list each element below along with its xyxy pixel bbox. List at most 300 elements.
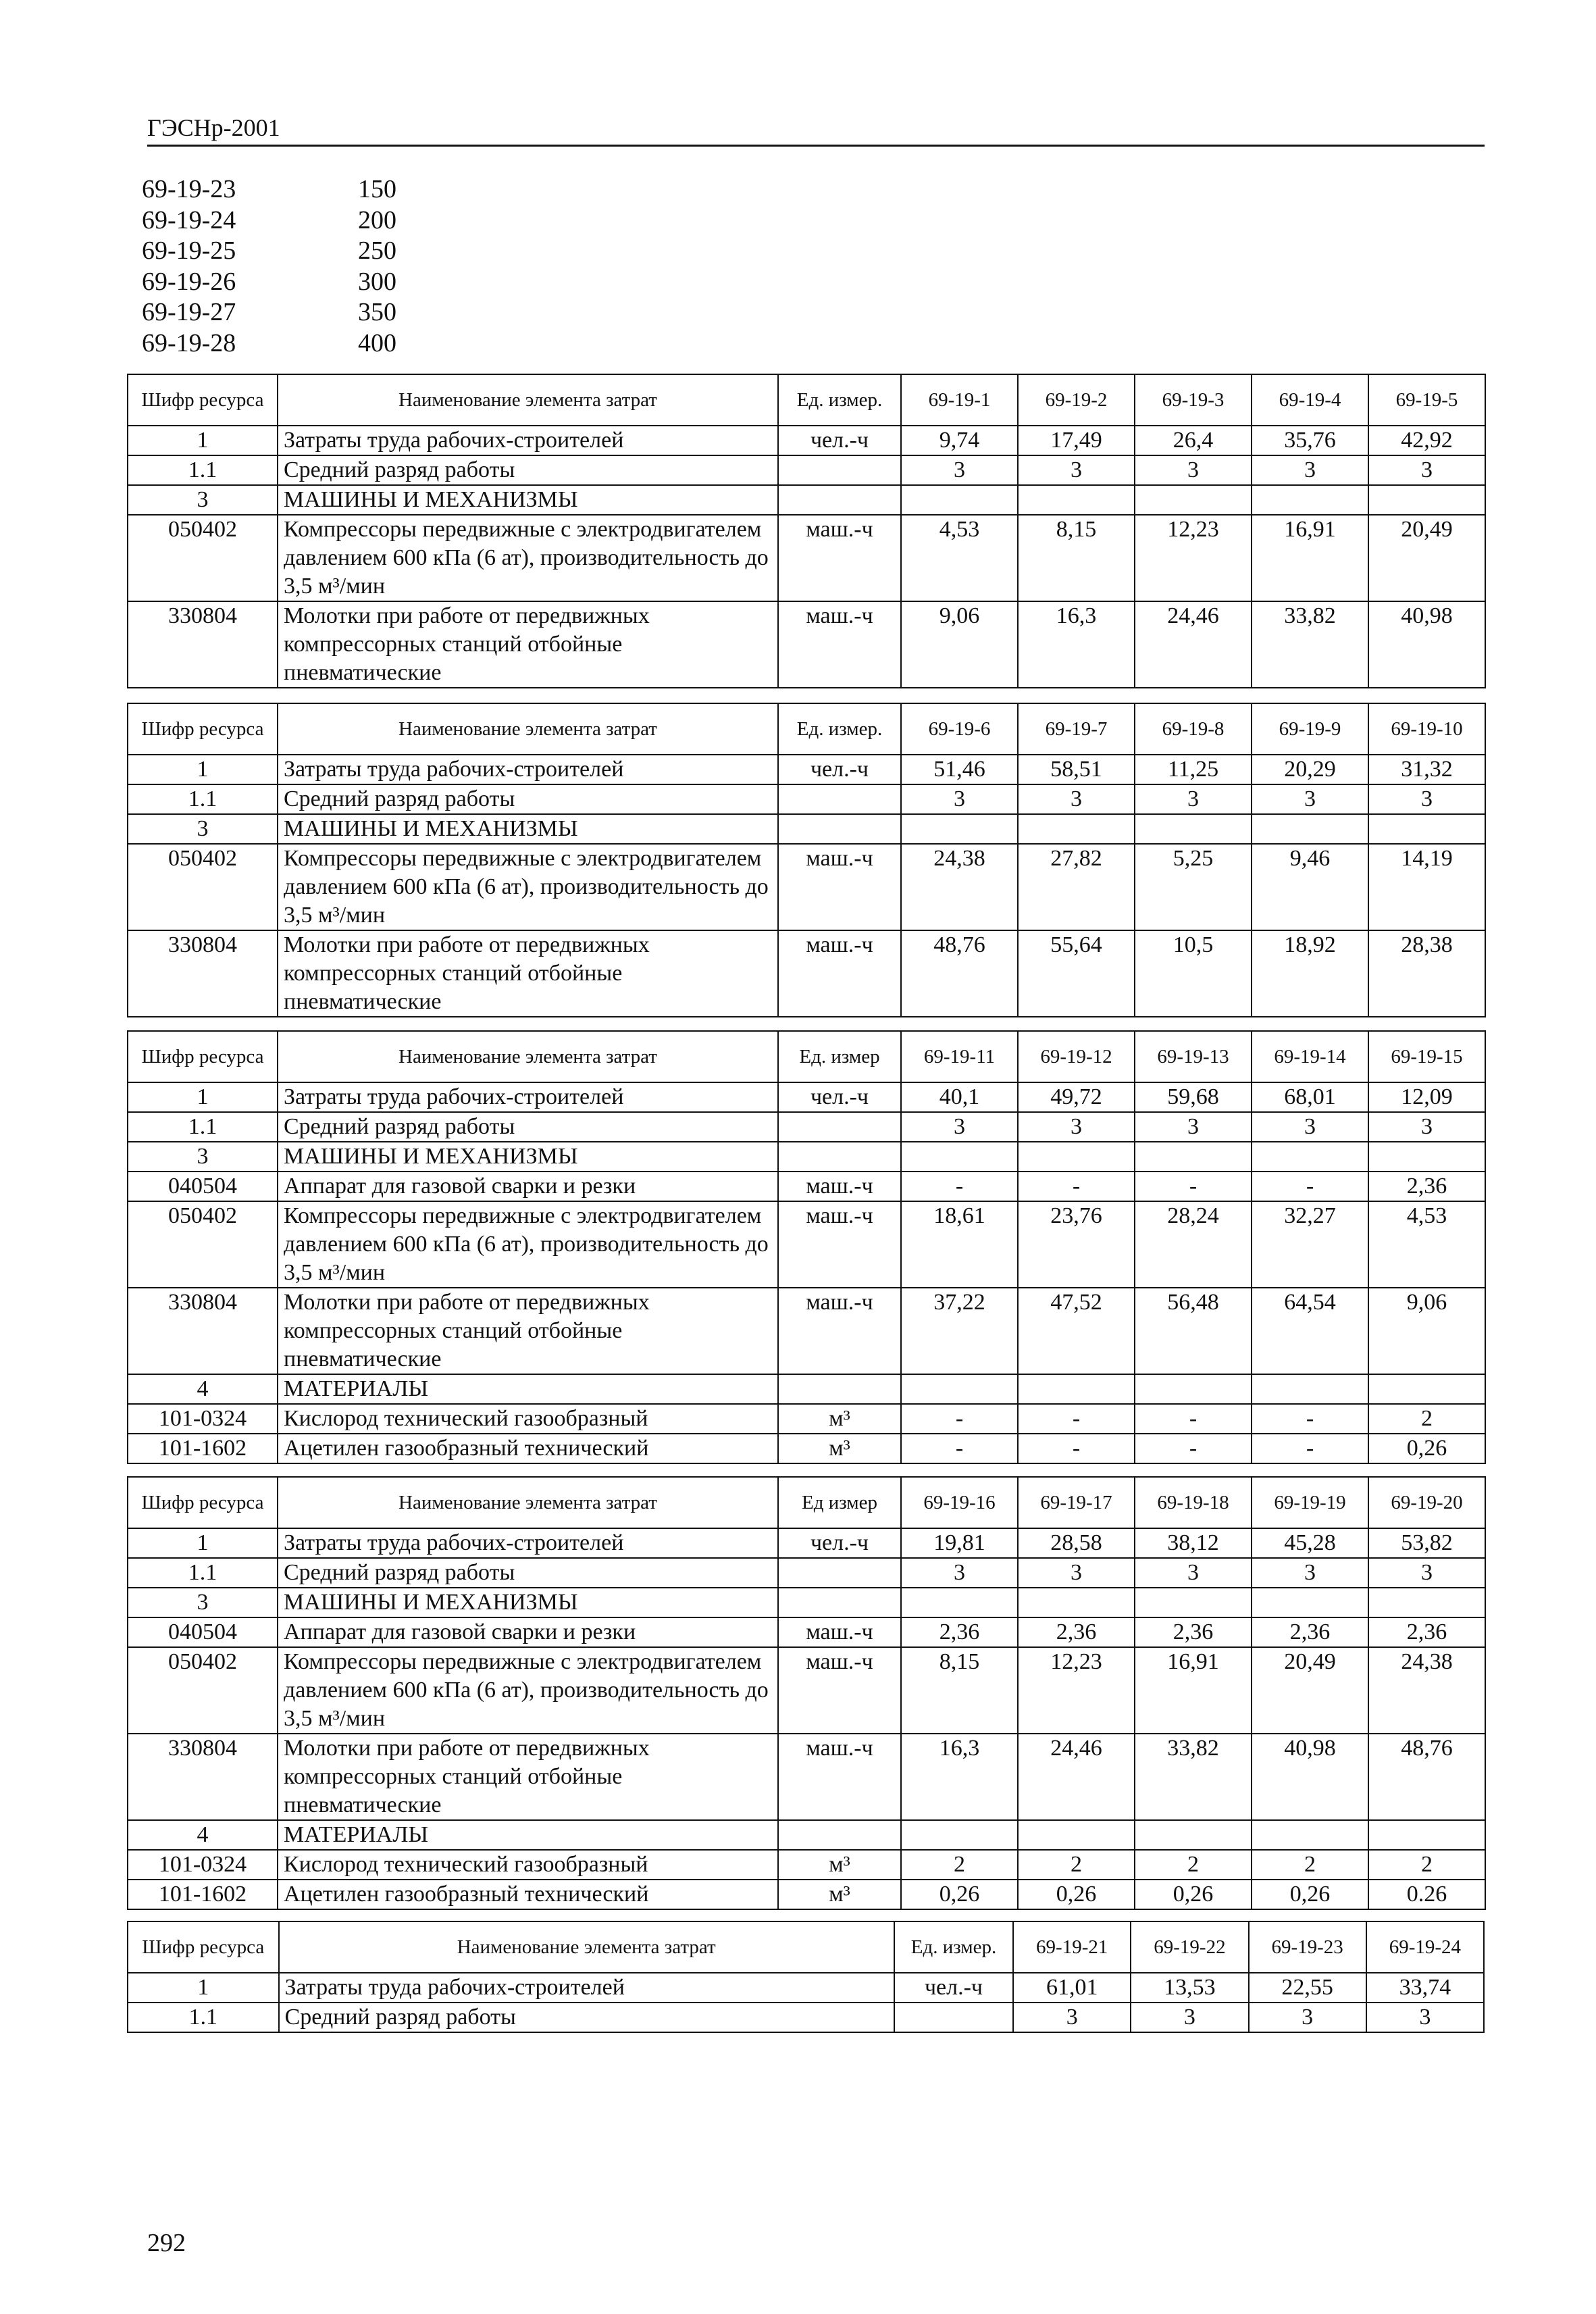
table-header-row bbox=[128, 703, 1485, 755]
norm-value-cell bbox=[1368, 1374, 1485, 1404]
header-norm-code: 69-19-22 bbox=[1131, 1921, 1248, 1973]
cost-element-name-cell: Средний разряд работы bbox=[278, 1558, 778, 1588]
norm-value-cell bbox=[1135, 1820, 1252, 1850]
cost-element-name-cell: Затраты труда рабочих-строителей bbox=[278, 755, 778, 784]
table-row bbox=[128, 1973, 1484, 2003]
norm-value-cell: 2 bbox=[1135, 1850, 1252, 1880]
norm-value-cell: 2 bbox=[1252, 1850, 1368, 1880]
unit-cell: маш.-ч bbox=[778, 1288, 901, 1374]
norm-value-cell: 17,49 bbox=[1018, 426, 1135, 455]
norm-value-cell: 40,98 bbox=[1368, 601, 1485, 688]
table-row bbox=[128, 1112, 1485, 1142]
norm-value-cell bbox=[1135, 814, 1252, 844]
table-header-row bbox=[128, 1921, 1484, 1973]
unit-cell: маш.-ч bbox=[778, 930, 901, 1017]
table-row bbox=[128, 1617, 1485, 1647]
norm-value-cell: 45,28 bbox=[1252, 1528, 1368, 1558]
norm-value-cell: 3 bbox=[1018, 1558, 1135, 1588]
norm-value-cell bbox=[1368, 1142, 1485, 1172]
norm-value-cell: 3 bbox=[1252, 455, 1368, 485]
cost-element-name-cell: Компрессоры передвижные с электродвигателем давлением 600 кПа (6 ат), производительность до 3,5 м³/мин bbox=[278, 1201, 778, 1288]
resource-code-cell: 101-1602 bbox=[128, 1434, 278, 1463]
norm-value-cell: 9,06 bbox=[1368, 1288, 1485, 1374]
unit-cell: чел.-ч bbox=[778, 755, 901, 784]
norm-value-cell: 68,01 bbox=[1252, 1082, 1368, 1112]
cost-element-name-cell: Средний разряд работы bbox=[278, 784, 778, 814]
norm-value-cell: 32,27 bbox=[1252, 1201, 1368, 1288]
code-list-value: 300 bbox=[358, 267, 396, 296]
code-list-code: 69-19-28 bbox=[142, 328, 236, 357]
norm-value-cell: 3 bbox=[901, 455, 1018, 485]
norm-value-cell: 16,91 bbox=[1252, 515, 1368, 601]
norm-value-cell: 24,46 bbox=[1018, 1734, 1135, 1820]
norm-value-cell: - bbox=[1018, 1434, 1135, 1463]
table-row bbox=[128, 1082, 1485, 1112]
norm-value-cell bbox=[1252, 1588, 1368, 1617]
resource-code-cell: 1.1 bbox=[128, 1112, 278, 1142]
header-norm-code: 69-19-14 bbox=[1252, 1031, 1368, 1082]
table-row bbox=[128, 2003, 1484, 2032]
header-norm-code: 69-19-5 bbox=[1368, 374, 1485, 426]
norm-value-cell: 3 bbox=[901, 1112, 1018, 1142]
resource-table bbox=[127, 1030, 1486, 1464]
code-list-code: 69-19-23 bbox=[142, 175, 236, 203]
unit-cell bbox=[894, 2003, 1013, 2032]
code-list-value: 250 bbox=[358, 236, 396, 266]
resource-code-cell: 4 bbox=[128, 1820, 278, 1850]
norm-value-cell: 38,12 bbox=[1135, 1528, 1252, 1558]
header-cost-element-name: Наименование элемента затрат bbox=[279, 1921, 894, 1973]
norm-value-cell: 16,91 bbox=[1135, 1647, 1252, 1734]
norm-value-cell: 3 bbox=[1368, 1112, 1485, 1142]
resource-code-cell: 101-0324 bbox=[128, 1850, 278, 1880]
header-unit: Ед. измер. bbox=[894, 1921, 1013, 1973]
table-row bbox=[128, 814, 1485, 844]
resource-code-cell: 3 bbox=[128, 485, 278, 515]
norm-value-cell: - bbox=[901, 1434, 1018, 1463]
norm-value-cell bbox=[1018, 1820, 1135, 1850]
header-unit: Ед измер bbox=[778, 1477, 901, 1528]
norm-value-cell: 9,74 bbox=[901, 426, 1018, 455]
norm-value-cell: 22,55 bbox=[1249, 1973, 1366, 2003]
norm-value-cell: 28,38 bbox=[1368, 930, 1485, 1017]
norm-value-cell: 0,26 bbox=[1135, 1880, 1252, 1909]
norm-value-cell: 48,76 bbox=[901, 930, 1018, 1017]
cost-element-name-cell: Затраты труда рабочих-строителей bbox=[278, 1082, 778, 1112]
unit-cell: маш.-ч bbox=[778, 844, 901, 930]
table-row bbox=[128, 1528, 1485, 1558]
norm-value-cell bbox=[1368, 814, 1485, 844]
resource-code-cell: 4 bbox=[128, 1374, 278, 1404]
code-list-code: 69-19-27 bbox=[142, 298, 236, 327]
header-norm-code: 69-19-15 bbox=[1368, 1031, 1485, 1082]
resource-code-cell: 1.1 bbox=[128, 784, 278, 814]
header-norm-code: 69-19-24 bbox=[1366, 1921, 1484, 1973]
norm-value-cell: 35,76 bbox=[1252, 426, 1368, 455]
norm-value-cell bbox=[1135, 1142, 1252, 1172]
table-row bbox=[128, 515, 1485, 601]
unit-cell bbox=[778, 1820, 901, 1850]
norm-value-cell: 24,38 bbox=[1368, 1647, 1485, 1734]
code-list-value: 200 bbox=[358, 205, 396, 234]
norm-value-cell: 8,15 bbox=[1018, 515, 1135, 601]
table-row bbox=[128, 930, 1485, 1017]
norm-value-cell: 9,06 bbox=[901, 601, 1018, 688]
norm-value-cell: 11,25 bbox=[1135, 755, 1252, 784]
unit-cell: чел.-ч bbox=[778, 1082, 901, 1112]
norm-value-cell: 3 bbox=[1368, 1558, 1485, 1588]
cost-element-name-cell: Компрессоры передвижные с электродвигателем давлением 600 кПа (6 ат), производительность до 3,5 м³/мин bbox=[278, 1647, 778, 1734]
norm-value-cell: 3 bbox=[1018, 784, 1135, 814]
norm-value-cell: 31,32 bbox=[1368, 755, 1485, 784]
norm-value-cell: 3 bbox=[1368, 455, 1485, 485]
norm-value-cell bbox=[1252, 1820, 1368, 1850]
norm-value-cell: 3 bbox=[901, 1558, 1018, 1588]
table-row bbox=[128, 1558, 1485, 1588]
norm-value-cell: - bbox=[901, 1172, 1018, 1201]
table-row bbox=[128, 784, 1485, 814]
norm-value-cell: 2 bbox=[901, 1850, 1018, 1880]
table-header-row bbox=[128, 1477, 1485, 1528]
unit-cell bbox=[778, 1112, 901, 1142]
norm-value-cell: 3 bbox=[1135, 455, 1252, 485]
cost-element-name-cell: Молотки при работе от передвижных компрессорных станций отбойные пневматические bbox=[278, 1288, 778, 1374]
cost-element-name-cell: Средний разряд работы bbox=[278, 1112, 778, 1142]
cost-element-name-cell: Молотки при работе от передвижных компрессорных станций отбойные пневматические bbox=[278, 930, 778, 1017]
resource-code-cell: 050402 bbox=[128, 515, 278, 601]
norm-value-cell: 8,15 bbox=[901, 1647, 1018, 1734]
cost-element-name-cell: Ацетилен газообразный технический bbox=[278, 1434, 778, 1463]
table-header-row bbox=[128, 374, 1485, 426]
norm-value-cell: 20,29 bbox=[1252, 755, 1368, 784]
cost-element-name-cell: Затраты труда рабочих-строителей bbox=[279, 1973, 894, 2003]
resource-code-cell: 1 bbox=[128, 755, 278, 784]
header-resource-code: Шифр ресурса bbox=[128, 1477, 278, 1528]
norm-value-cell: 3 bbox=[1131, 2003, 1248, 2032]
header-cost-element-name: Наименование элемента затрат bbox=[278, 703, 778, 755]
cost-element-name-cell: Средний разряд работы bbox=[278, 455, 778, 485]
norm-value-cell: 33,82 bbox=[1135, 1734, 1252, 1820]
norm-value-cell: 3 bbox=[1249, 2003, 1366, 2032]
resource-code-cell: 040504 bbox=[128, 1172, 278, 1201]
unit-cell bbox=[778, 1142, 901, 1172]
resource-code-cell: 1 bbox=[128, 1973, 279, 2003]
cost-element-name-cell: МАШИНЫ И МЕХАНИЗМЫ bbox=[278, 1142, 778, 1172]
norm-value-cell: 53,82 bbox=[1368, 1528, 1485, 1558]
header-norm-code: 69-19-10 bbox=[1368, 703, 1485, 755]
norm-value-cell: - bbox=[1252, 1434, 1368, 1463]
cost-element-name-cell: Кислород технический газообразный bbox=[278, 1850, 778, 1880]
norm-value-cell: 19,81 bbox=[901, 1528, 1018, 1558]
norm-value-cell: 20,49 bbox=[1252, 1647, 1368, 1734]
table-row bbox=[128, 755, 1485, 784]
norm-value-cell: 33,82 bbox=[1252, 601, 1368, 688]
norm-value-cell: 0,26 bbox=[1368, 1434, 1485, 1463]
norm-value-cell: 40,1 bbox=[901, 1082, 1018, 1112]
cost-element-name-cell: Молотки при работе от передвижных компрессорных станций отбойные пневматические bbox=[278, 1734, 778, 1820]
cost-element-name-cell: МАТЕРИАЛЫ bbox=[278, 1374, 778, 1404]
norm-value-cell: 2,36 bbox=[1135, 1617, 1252, 1647]
norm-value-cell: - bbox=[1252, 1172, 1368, 1201]
norm-value-cell: 3 bbox=[1135, 1112, 1252, 1142]
resource-code-cell: 3 bbox=[128, 1142, 278, 1172]
cost-element-name-cell: Затраты труда рабочих-строителей bbox=[278, 1528, 778, 1558]
table-row bbox=[128, 485, 1485, 515]
norm-value-cell bbox=[1368, 485, 1485, 515]
header-cost-element-name: Наименование элемента затрат bbox=[278, 1031, 778, 1082]
norm-value-cell: 56,48 bbox=[1135, 1288, 1252, 1374]
resource-table bbox=[127, 1921, 1485, 2033]
unit-cell: маш.-ч bbox=[778, 1734, 901, 1820]
norm-value-cell bbox=[901, 485, 1018, 515]
header-norm-code: 69-19-20 bbox=[1368, 1477, 1485, 1528]
norm-value-cell: 24,38 bbox=[901, 844, 1018, 930]
unit-cell: м³ bbox=[778, 1880, 901, 1909]
code-list-value: 150 bbox=[358, 175, 396, 203]
norm-value-cell: 20,49 bbox=[1368, 515, 1485, 601]
cost-element-name-cell: Аппарат для газовой сварки и резки bbox=[278, 1172, 778, 1201]
norm-value-cell: 3 bbox=[1252, 784, 1368, 814]
norm-value-cell: 0,26 bbox=[901, 1880, 1018, 1909]
norm-value-cell: 27,82 bbox=[1018, 844, 1135, 930]
norm-value-cell: 23,76 bbox=[1018, 1201, 1135, 1288]
norm-value-cell: 3 bbox=[1018, 455, 1135, 485]
norm-value-cell: 2,36 bbox=[1368, 1617, 1485, 1647]
norm-value-cell bbox=[1018, 485, 1135, 515]
norm-value-cell: 2,36 bbox=[901, 1617, 1018, 1647]
resource-code-cell: 050402 bbox=[128, 1647, 278, 1734]
norm-value-cell: 12,23 bbox=[1018, 1647, 1135, 1734]
code-list-row bbox=[142, 205, 396, 236]
norm-value-cell: 0.26 bbox=[1368, 1880, 1485, 1909]
table-row bbox=[128, 1404, 1485, 1434]
cost-element-name-cell: МАШИНЫ И МЕХАНИЗМЫ bbox=[278, 814, 778, 844]
norm-value-cell: - bbox=[1135, 1404, 1252, 1434]
cost-element-name-cell: Компрессоры передвижные с электродвигателем давлением 600 кПа (6 ат), производительность до 3,5 м³/мин bbox=[278, 515, 778, 601]
unit-cell: маш.-ч bbox=[778, 601, 901, 688]
resource-code-cell: 330804 bbox=[128, 601, 278, 688]
page-number: 292 bbox=[147, 2229, 186, 2257]
resource-code-cell: 040504 bbox=[128, 1617, 278, 1647]
norm-value-cell bbox=[1135, 1588, 1252, 1617]
norm-value-cell: 3 bbox=[1135, 1558, 1252, 1588]
unit-cell: маш.-ч bbox=[778, 515, 901, 601]
resource-code-cell: 3 bbox=[128, 1588, 278, 1617]
table-row bbox=[128, 1374, 1485, 1404]
header-norm-code: 69-19-13 bbox=[1135, 1031, 1252, 1082]
header-unit: Ед. измер. bbox=[778, 703, 901, 755]
resource-code-cell: 050402 bbox=[128, 844, 278, 930]
norm-value-cell: 0,26 bbox=[1018, 1880, 1135, 1909]
code-list-code: 69-19-26 bbox=[142, 267, 236, 296]
unit-cell: м³ bbox=[778, 1404, 901, 1434]
norm-value-cell: 18,61 bbox=[901, 1201, 1018, 1288]
header-unit: Ед. измер. bbox=[778, 374, 901, 426]
header-norm-code: 69-19-12 bbox=[1018, 1031, 1135, 1082]
resource-code-cell: 1 bbox=[128, 1528, 278, 1558]
resource-code-cell: 1 bbox=[128, 1082, 278, 1112]
norm-value-cell: 3 bbox=[1018, 1112, 1135, 1142]
norm-value-cell: 24,46 bbox=[1135, 601, 1252, 688]
table-row bbox=[128, 1172, 1485, 1201]
header-norm-code: 69-19-9 bbox=[1252, 703, 1368, 755]
code-list-row bbox=[142, 174, 396, 205]
norm-value-cell: 28,58 bbox=[1018, 1528, 1135, 1558]
norm-value-cell bbox=[1252, 1142, 1368, 1172]
table-row bbox=[128, 1647, 1485, 1734]
cost-element-name-cell: Кислород технический газообразный bbox=[278, 1404, 778, 1434]
norm-value-cell: 9,46 bbox=[1252, 844, 1368, 930]
code-list-row bbox=[142, 267, 396, 298]
resource-code-cell: 1 bbox=[128, 426, 278, 455]
header-norm-code: 69-19-19 bbox=[1252, 1477, 1368, 1528]
cost-element-name-cell: МАШИНЫ И МЕХАНИЗМЫ bbox=[278, 1588, 778, 1617]
resource-table bbox=[127, 1476, 1486, 1910]
norm-value-cell: 51,46 bbox=[901, 755, 1018, 784]
unit-cell: м³ bbox=[778, 1850, 901, 1880]
header-norm-code: 69-19-3 bbox=[1135, 374, 1252, 426]
norm-value-cell: 47,52 bbox=[1018, 1288, 1135, 1374]
header-resource-code: Шифр ресурса bbox=[128, 1031, 278, 1082]
header-cost-element-name: Наименование элемента затрат bbox=[278, 1477, 778, 1528]
resource-code-cell: 1.1 bbox=[128, 2003, 279, 2032]
unit-cell bbox=[778, 1588, 901, 1617]
resource-table bbox=[127, 374, 1486, 688]
norm-value-cell: 61,01 bbox=[1013, 1973, 1131, 2003]
norm-value-cell: 2,36 bbox=[1018, 1617, 1135, 1647]
norm-value-cell bbox=[1368, 1820, 1485, 1850]
norm-value-cell: 59,68 bbox=[1135, 1082, 1252, 1112]
header-norm-code: 69-19-7 bbox=[1018, 703, 1135, 755]
norm-value-cell bbox=[1018, 814, 1135, 844]
unit-cell bbox=[778, 485, 901, 515]
code-list-value: 400 bbox=[358, 328, 396, 357]
norm-value-cell: 3 bbox=[1252, 1558, 1368, 1588]
norm-value-cell: 3 bbox=[1368, 784, 1485, 814]
norm-value-cell: 49,72 bbox=[1018, 1082, 1135, 1112]
cost-element-name-cell: Ацетилен газообразный технический bbox=[278, 1880, 778, 1909]
header-norm-code: 69-19-6 bbox=[901, 703, 1018, 755]
unit-cell bbox=[778, 1558, 901, 1588]
code-list bbox=[142, 174, 396, 359]
unit-cell bbox=[778, 455, 901, 485]
resource-code-cell: 1.1 bbox=[128, 1558, 278, 1588]
unit-cell: маш.-ч bbox=[778, 1647, 901, 1734]
resource-code-cell: 050402 bbox=[128, 1201, 278, 1288]
norm-value-cell bbox=[1018, 1588, 1135, 1617]
resource-code-cell: 330804 bbox=[128, 930, 278, 1017]
cost-element-name-cell: Затраты труда рабочих-строителей bbox=[278, 426, 778, 455]
unit-cell: чел.-ч bbox=[778, 1528, 901, 1558]
header-norm-code: 69-19-2 bbox=[1018, 374, 1135, 426]
norm-value-cell: 4,53 bbox=[901, 515, 1018, 601]
norm-value-cell bbox=[1018, 1142, 1135, 1172]
norm-value-cell bbox=[901, 1820, 1018, 1850]
norm-value-cell bbox=[1252, 485, 1368, 515]
document-header: ГЭСНр-2001 bbox=[147, 114, 1485, 147]
resource-code-cell: 101-1602 bbox=[128, 1880, 278, 1909]
unit-cell bbox=[778, 784, 901, 814]
table-row bbox=[128, 1880, 1485, 1909]
code-list-row bbox=[142, 297, 396, 328]
norm-value-cell: 26,4 bbox=[1135, 426, 1252, 455]
unit-cell: маш.-ч bbox=[778, 1617, 901, 1647]
cost-element-name-cell: Средний разряд работы bbox=[279, 2003, 894, 2032]
table-row bbox=[128, 844, 1485, 930]
header-norm-code: 69-19-8 bbox=[1135, 703, 1252, 755]
norm-value-cell: - bbox=[1018, 1172, 1135, 1201]
header-resource-code: Шифр ресурса bbox=[128, 1921, 279, 1973]
table-row bbox=[128, 1434, 1485, 1463]
norm-value-cell: 64,54 bbox=[1252, 1288, 1368, 1374]
resource-code-cell: 330804 bbox=[128, 1288, 278, 1374]
cost-element-name-cell: Аппарат для газовой сварки и резки bbox=[278, 1617, 778, 1647]
norm-value-cell bbox=[1252, 1374, 1368, 1404]
norm-value-cell: 2 bbox=[1018, 1850, 1135, 1880]
norm-value-cell: 55,64 bbox=[1018, 930, 1135, 1017]
norm-value-cell bbox=[901, 1142, 1018, 1172]
norm-value-cell: 13,53 bbox=[1131, 1973, 1248, 2003]
code-list-code: 69-19-24 bbox=[142, 205, 236, 234]
norm-value-cell: - bbox=[901, 1404, 1018, 1434]
norm-value-cell: 3 bbox=[1252, 1112, 1368, 1142]
norm-value-cell: 48,76 bbox=[1368, 1734, 1485, 1820]
header-norm-code: 69-19-16 bbox=[901, 1477, 1018, 1528]
norm-value-cell: 18,92 bbox=[1252, 930, 1368, 1017]
unit-cell: чел.-ч bbox=[894, 1973, 1013, 2003]
table-row bbox=[128, 426, 1485, 455]
header-norm-code: 69-19-17 bbox=[1018, 1477, 1135, 1528]
norm-value-cell: 40,98 bbox=[1252, 1734, 1368, 1820]
resource-code-cell: 330804 bbox=[128, 1734, 278, 1820]
unit-cell: м³ bbox=[778, 1434, 901, 1463]
norm-value-cell: 5,25 bbox=[1135, 844, 1252, 930]
norm-value-cell: 10,5 bbox=[1135, 930, 1252, 1017]
norm-value-cell: 16,3 bbox=[901, 1734, 1018, 1820]
table-row bbox=[128, 1820, 1485, 1850]
code-list-row bbox=[142, 328, 396, 359]
norm-value-cell: 3 bbox=[1013, 2003, 1131, 2032]
norm-value-cell: 2 bbox=[1368, 1404, 1485, 1434]
norm-value-cell bbox=[1368, 1588, 1485, 1617]
code-list-value: 350 bbox=[358, 298, 396, 327]
unit-cell bbox=[778, 1374, 901, 1404]
unit-cell: маш.-ч bbox=[778, 1172, 901, 1201]
header-cost-element-name: Наименование элемента затрат bbox=[278, 374, 778, 426]
table-row bbox=[128, 1734, 1485, 1820]
norm-value-cell bbox=[901, 1588, 1018, 1617]
norm-value-cell: 37,22 bbox=[901, 1288, 1018, 1374]
norm-value-cell: 3 bbox=[901, 784, 1018, 814]
resource-code-cell: 101-0324 bbox=[128, 1404, 278, 1434]
norm-value-cell: 3 bbox=[1135, 784, 1252, 814]
header-norm-code: 69-19-21 bbox=[1013, 1921, 1131, 1973]
header-resource-code: Шифр ресурса bbox=[128, 703, 278, 755]
norm-value-cell: - bbox=[1252, 1404, 1368, 1434]
code-list-row bbox=[142, 236, 396, 267]
norm-value-cell: 12,09 bbox=[1368, 1082, 1485, 1112]
norm-value-cell: 0,26 bbox=[1252, 1880, 1368, 1909]
unit-cell bbox=[778, 814, 901, 844]
norm-value-cell: 33,74 bbox=[1366, 1973, 1484, 2003]
table-row bbox=[128, 1588, 1485, 1617]
table-header-row bbox=[128, 1031, 1485, 1082]
cost-element-name-cell: Компрессоры передвижные с электродвигателем давлением 600 кПа (6 ат), производительность до 3,5 м³/мин bbox=[278, 844, 778, 930]
norm-value-cell bbox=[1135, 485, 1252, 515]
resource-table bbox=[127, 703, 1486, 1017]
table-row bbox=[128, 1201, 1485, 1288]
norm-value-cell: 14,19 bbox=[1368, 844, 1485, 930]
